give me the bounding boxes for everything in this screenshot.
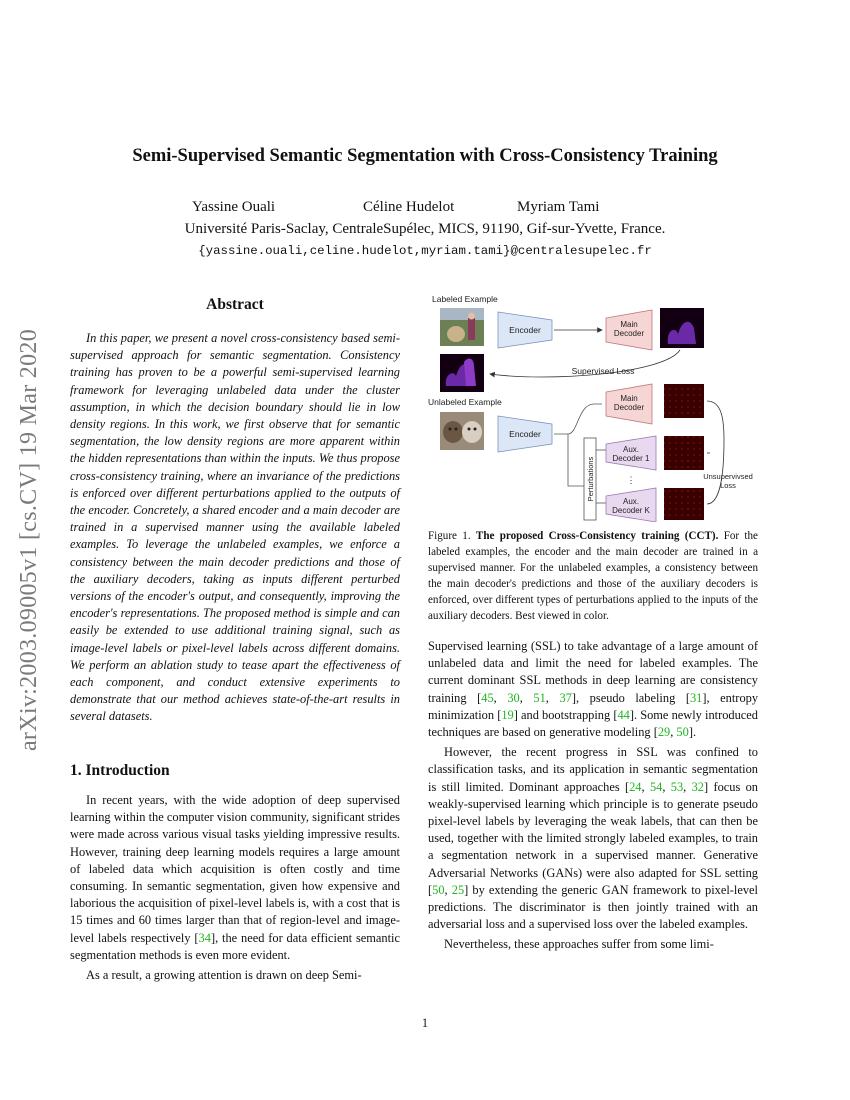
svg-text:Decoder K: Decoder K — [612, 506, 650, 515]
citation-link[interactable]: 29 — [657, 725, 671, 740]
svg-text:Perturbations: Perturbations — [586, 456, 595, 502]
paragraph: Nevertheless, these approaches suffer from some limi- — [444, 937, 714, 952]
perturbations-block — [584, 438, 596, 520]
intro-left-column — [70, 792, 400, 984]
citation-link[interactable]: 53 — [670, 779, 684, 794]
svg-text:Decoder 1: Decoder 1 — [612, 454, 650, 463]
svg-text:⋮: ⋮ — [626, 475, 636, 485]
supervised-loss-label: Supervised Loss — [571, 366, 635, 376]
figure-caption: Figure 1. The proposed Cross-Consistency training (CCT). For the labeled examples, the encoder and the main decoder are trained in a supervised manner. For the unlabeled examples, a consistency between the main decoder's predictions and those of the auxiliary decoders is enforced, over different types of perturbations applied to the inputs of the auxiliary decoders. Best viewed in color. — [428, 530, 758, 622]
citation-link[interactable]: 25 — [451, 882, 465, 897]
paragraph: As a result, a growing attention is drawn on deep Semi- — [86, 968, 362, 983]
citation-link[interactable]: 24 — [629, 779, 642, 794]
citation-link[interactable]: 45 — [481, 690, 494, 705]
unsupervised-loss-label: Unsupervivsed — [703, 472, 753, 481]
main-decoder-block-labeled — [606, 310, 652, 350]
author-3: Myriam Tami — [517, 199, 600, 215]
citation-link[interactable]: 37 — [559, 690, 572, 705]
labeled-example-label: Labeled Example — [432, 294, 498, 304]
arxiv-stamp — [14, 290, 44, 790]
citation-link[interactable]: 50 — [432, 882, 445, 897]
unlabeled-example-label: Unlabeled Example — [428, 397, 502, 407]
paper-title: Semi-Supervised Semantic Segmentation with Cross-Consistency Training — [132, 146, 718, 166]
author-emails: {yassine.ouali,celine.hudelot,myriam.tami}@centralesupelec.fr — [198, 244, 652, 258]
citation-link[interactable]: 51 — [533, 690, 546, 705]
affiliation: Université Paris-Saclay, CentraleSupélec, MICS, 91190, Gif-sur-Yvette, France. — [184, 221, 666, 237]
arxiv-stamp-text: arXiv:2003.09005v1 [cs.CV] 19 Mar 2020 — [16, 329, 42, 752]
svg-text:Decoder: Decoder — [613, 329, 645, 338]
author-2: Céline Hudelot — [363, 199, 455, 215]
encoder-block-labeled — [498, 312, 552, 348]
aux-decoder-k-block — [606, 488, 656, 522]
citation-link[interactable]: 50 — [676, 725, 689, 740]
abstract-heading: Abstract — [206, 296, 264, 313]
section-heading-introduction: 1. Introduction — [70, 762, 170, 779]
citation-link[interactable]: 54 — [649, 779, 663, 794]
citation-link[interactable]: 44 — [617, 707, 630, 722]
svg-text:Encoder: Encoder — [509, 325, 541, 335]
svg-text:Main: Main — [620, 394, 638, 403]
main-decoder-prediction — [664, 384, 704, 418]
labeled-prediction-mask — [660, 308, 704, 348]
aux-decoder-1-prediction — [664, 436, 704, 470]
svg-text:Encoder: Encoder — [509, 429, 541, 439]
figure-cct-diagram — [428, 290, 760, 522]
citation-link[interactable]: 34 — [198, 930, 211, 945]
paragraph: However, the recent progress in SSL was confined to classification tasks, and its application in semantic segmentation is still limited. Dominant approaches [24, 54, 53, 32] focus on weakly-supervised learning which principle is to generate pseudo pixel-level labels by leveraging the weak labels, that can then be used, together with the limited strongly labeled examples, to train a segmentation network in a supervised manner. Generative Adversarial Networks (GANs) were also adapted for SSL setting [50, 25] by extending the generic GAN framework to pixel-level predictions. The discriminator is then jointly trained with an adversarial loss and a supervised loss over the labeled examples. — [428, 745, 758, 932]
labeled-ground-truth-mask — [440, 354, 484, 392]
svg-text:Loss: Loss — [720, 481, 736, 490]
encoder-block-unlabeled — [498, 416, 552, 452]
unlabeled-input-image — [440, 412, 484, 450]
svg-text:Decoder: Decoder — [613, 403, 645, 412]
svg-text:Main: Main — [620, 320, 638, 329]
paragraph: In recent years, with the wide adoption of deep supervised learning within the computer vision community, significant strides were made across various visual tasks yielding impressive results. However, training deep learning models requires a large amount of labeled data which acquisition is often costly and time consuming. In semantic segmentation, given how expensive and laborious the acquisition of pixel-level labels is, with a cost that is 15 times and 60 times larger than that of region-level and image-level labels respectively [34], the need for data efficient semantic segmentation methods is even more evident. — [70, 793, 400, 962]
aux-decoder-k-prediction — [664, 488, 704, 520]
aux-decoder-1-block — [606, 436, 656, 470]
page-number: 1 — [421, 1016, 429, 1030]
citation-link[interactable]: 30 — [507, 690, 520, 705]
intro-right-column — [428, 638, 758, 954]
author-1: Yassine Ouali — [192, 199, 276, 215]
labeled-input-image — [440, 308, 484, 346]
citation-link[interactable]: 19 — [501, 707, 514, 722]
svg-text:Aux.: Aux. — [622, 497, 640, 506]
svg-text:Aux.: Aux. — [622, 445, 640, 454]
citation-link[interactable]: 32 — [691, 779, 704, 794]
abstract-text: In this paper, we present a novel cross-consistency based semi-supervised approach for semantic segmentation. Consistency training has proven to be a powerful semi-supervised learning framework for leveraging unlabeled data under the cluster assumption, in which the decision boundary should lie in low density regions. In this work, we first observe that for semantic segmentation, the low density regions are more apparent within the hidden representations than within the inputs. We thus propose cross-consistency training, where an invariance of the predictions is enforced over different perturbations applied to the outputs of the encoder. Concretely, a shared encoder and a main decoder are trained in a supervised manner using the available labeled examples. To leverage the unlabeled examples, we enforce a consistency between the main decoder predictions and those of the auxiliary decoders, taking as inputs different perturbed versions of the encoder's output, and consequently, improving the encoder's representations. The proposed method is simple and can easily be extended to use additional training signal, such as image-level labels or pixel-level labels across different domains. We perform an ablation study to tease apart the effectiveness of each component, and conduct extensive experiments to demonstrate that our method achieves state-of-the-art results in several datasets. — [70, 331, 400, 724]
citation-link[interactable]: 31 — [689, 690, 703, 705]
paragraph: Supervised learning (SSL) to take advantage of a large amount of unlabeled data and limit the need for labeled examples. The current dominant SSL methods in deep learning are consistency training [45, 30, 51, 37], pseudo labeling [31], entropy minimization [19] and bootstrapping [44]. Some newly introduced techniques are based on generative modeling [29, 50]. — [428, 639, 759, 740]
main-decoder-block-unlabeled — [606, 384, 652, 424]
